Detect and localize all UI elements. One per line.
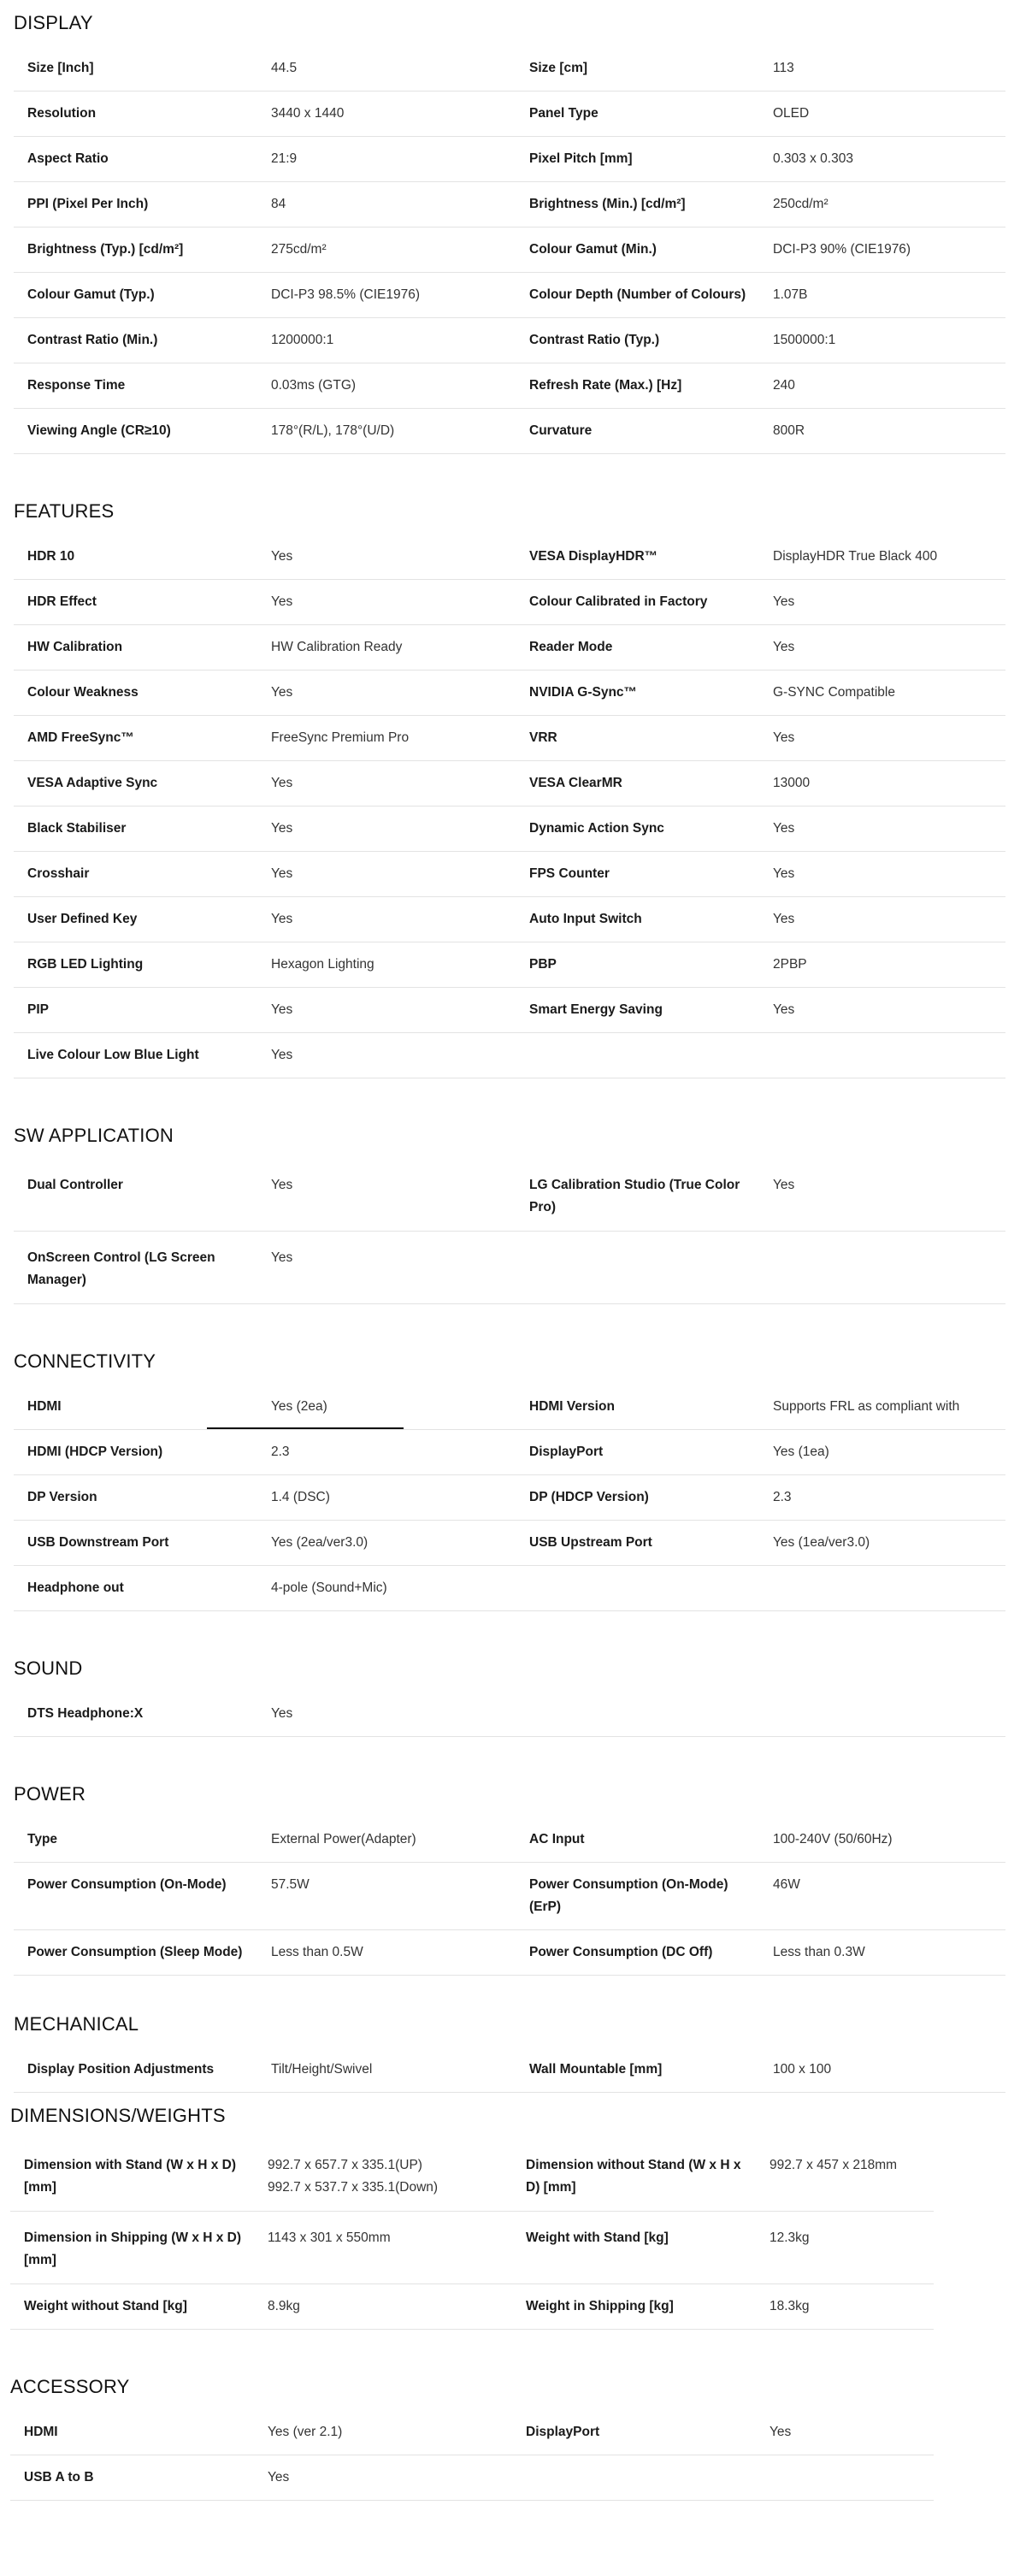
spec-row xyxy=(10,2139,934,2212)
spec-label: PBP xyxy=(529,957,557,972)
spec-row xyxy=(14,1475,1005,1521)
spec-label: Wall Mountable [mm] xyxy=(529,2062,663,2077)
spec-value: 1500000:1 xyxy=(773,333,836,347)
spec-label: Curvature xyxy=(529,423,593,438)
spec-row xyxy=(14,409,1005,454)
spec-row xyxy=(14,137,1005,182)
spec-label: Dimension with Stand (W x H x D) [mm] xyxy=(24,2158,237,2195)
spec-label: DP (HDCP Version) xyxy=(529,1490,649,1504)
spec-row xyxy=(14,806,1005,852)
spec-label: Resolution xyxy=(27,106,97,121)
spec-label: HDMI Version xyxy=(529,1399,615,1414)
spec-value: Yes (1ea/ver3.0) xyxy=(773,1535,870,1550)
spec-label: Weight with Stand [kg] xyxy=(526,2230,669,2245)
spec-label: HDMI xyxy=(24,2425,58,2439)
spec-table xyxy=(14,1692,1005,1737)
spec-label xyxy=(516,1692,759,1736)
spec-row xyxy=(14,897,1005,942)
spec-label: Power Consumption (On-Mode) xyxy=(27,1877,227,1892)
spec-value: 2.3 xyxy=(271,1445,290,1459)
spec-row xyxy=(14,1521,1005,1566)
spec-label xyxy=(516,1232,759,1303)
spec-row xyxy=(14,1385,1005,1430)
spec-label: HDMI (HDCP Version) xyxy=(27,1445,163,1459)
spec-value: 21:9 xyxy=(271,151,298,166)
spec-row xyxy=(14,1930,1005,1976)
spec-value: FreeSync Premium Pro xyxy=(271,730,410,745)
spec-row xyxy=(14,535,1005,580)
section-dimensions-weights xyxy=(0,2093,1026,2330)
spec-row xyxy=(14,318,1005,363)
spec-label: VESA Adaptive Sync xyxy=(27,776,158,790)
spec-label: USB A to B xyxy=(24,2470,94,2484)
spec-value: 0.303 x 0.303 xyxy=(773,151,853,166)
spec-label: Brightness (Min.) [cd/m²] xyxy=(529,197,686,211)
spec-row xyxy=(14,1232,1005,1304)
spec-value: 992.7 x 657.7 x 335.1(UP) 992.7 x 537.7 x 335.1(Down) xyxy=(268,2158,439,2195)
spec-label: Contrast Ratio (Min.) xyxy=(27,333,158,347)
spec-label: Brightness (Typ.) [cd/m²] xyxy=(27,242,184,257)
spec-value: 8.9kg xyxy=(268,2299,300,2313)
spec-label: Reader Mode xyxy=(529,640,613,654)
spec-value: Yes xyxy=(271,549,293,564)
spec-value: 250cd/m² xyxy=(773,197,828,211)
spec-row xyxy=(14,1692,1005,1737)
spec-value: Tilt/Height/Swivel xyxy=(271,2062,373,2077)
spec-label: USB Upstream Port xyxy=(529,1535,652,1550)
spec-label: Size [cm] xyxy=(529,61,588,75)
spec-label: VESA ClearMR xyxy=(529,776,622,790)
spec-value: 1200000:1 xyxy=(271,333,334,347)
spec-table xyxy=(14,1159,1005,1304)
spec-value: 992.7 x 457 x 218mm xyxy=(770,2158,898,2172)
spec-table xyxy=(14,2047,1005,2093)
spec-value: 44.5 xyxy=(271,61,298,75)
spec-label: HW Calibration xyxy=(27,640,123,654)
spec-value: Yes (2ea/ver3.0) xyxy=(271,1535,369,1550)
spec-label: Auto Input Switch xyxy=(529,912,642,926)
spec-row xyxy=(14,1430,1005,1475)
spec-value: 57.5W xyxy=(271,1877,310,1892)
spec-label: Crosshair xyxy=(27,866,90,881)
spec-label: PPI (Pixel Per Inch) xyxy=(27,197,149,211)
section-mechanical xyxy=(0,2001,1026,2093)
spec-label: Dynamic Action Sync xyxy=(529,821,664,836)
spec-value xyxy=(759,1033,1005,1078)
spec-value: Yes xyxy=(773,730,795,745)
spec-row xyxy=(14,1817,1005,1863)
spec-row xyxy=(14,182,1005,227)
spec-label: Power Consumption (On-Mode) (ErP) xyxy=(529,1877,728,1914)
spec-label: Weight in Shipping [kg] xyxy=(526,2299,674,2313)
spec-row xyxy=(14,1159,1005,1232)
spec-label: AMD FreeSync™ xyxy=(27,730,134,745)
spec-label: Aspect Ratio xyxy=(27,151,109,166)
section-title: DIMENSIONS/WEIGHTS xyxy=(10,2105,226,2126)
spec-value: Yes (2ea) xyxy=(271,1399,327,1414)
spec-value: Yes xyxy=(271,866,293,881)
section-connectivity xyxy=(0,1338,1026,1611)
spec-label: Power Consumption (Sleep Mode) xyxy=(27,1945,243,1959)
spec-row xyxy=(14,46,1005,92)
spec-row xyxy=(14,761,1005,806)
spec-value: 18.3kg xyxy=(770,2299,810,2313)
section-power xyxy=(0,1771,1026,1976)
spec-row xyxy=(14,942,1005,988)
spec-value: 46W xyxy=(773,1877,800,1892)
spec-label: Headphone out xyxy=(27,1580,124,1595)
spec-row xyxy=(14,1863,1005,1930)
spec-row xyxy=(14,1566,1005,1611)
spec-value: Yes xyxy=(773,866,795,881)
spec-value: 1.07B xyxy=(773,287,808,302)
spec-label: DisplayPort xyxy=(526,2425,600,2439)
spec-label: Dimension without Stand (W x H x D) [mm] xyxy=(526,2158,741,2195)
spec-value: 240 xyxy=(773,378,795,393)
spec-label: DP Version xyxy=(27,1490,97,1504)
spec-label: Viewing Angle (CR≥10) xyxy=(27,423,171,438)
spec-label: FPS Counter xyxy=(529,866,610,881)
spec-value: Yes (ver 2.1) xyxy=(268,2425,343,2439)
section-title: SW APPLICATION xyxy=(14,1125,174,1146)
spec-value: 13000 xyxy=(773,776,811,790)
spec-value: 100 x 100 xyxy=(773,2062,832,2077)
spec-value: G-SYNC Compatible xyxy=(773,685,895,700)
spec-row xyxy=(10,2410,934,2455)
spec-value xyxy=(756,2455,1002,2500)
spec-value: Yes xyxy=(271,685,293,700)
spec-label: OnScreen Control (LG Screen Manager) xyxy=(27,1250,215,1287)
spec-row xyxy=(14,363,1005,409)
spec-value: Yes xyxy=(773,1002,795,1017)
spec-value: 12.3kg xyxy=(770,2230,810,2245)
spec-label: User Defined Key xyxy=(27,912,138,926)
section-title: MECHANICAL xyxy=(14,2013,139,2035)
section-title: SOUND xyxy=(14,1657,83,1679)
spec-label: USB Downstream Port xyxy=(27,1535,169,1550)
section-sw-application xyxy=(0,1113,1026,1304)
spec-label xyxy=(516,1566,759,1610)
spec-label: Colour Calibrated in Factory xyxy=(529,594,708,609)
section-accessory xyxy=(0,2364,1026,2501)
spec-label: Response Time xyxy=(27,378,126,393)
spec-label: Smart Energy Saving xyxy=(529,1002,663,1017)
spec-label: Refresh Rate (Max.) [Hz] xyxy=(529,378,682,393)
spec-table xyxy=(10,2139,934,2330)
spec-row xyxy=(14,625,1005,671)
spec-row xyxy=(14,852,1005,897)
spec-table xyxy=(14,535,1005,1078)
spec-label: HDR 10 xyxy=(27,549,75,564)
spec-row xyxy=(14,988,1005,1033)
spec-value: Yes xyxy=(268,2470,290,2484)
spec-value: Yes xyxy=(773,640,795,654)
spec-row xyxy=(14,92,1005,137)
section-sound xyxy=(0,1645,1026,1737)
spec-label: HDR Effect xyxy=(27,594,97,609)
spec-label: Size [Inch] xyxy=(27,61,94,75)
spec-label: Type xyxy=(27,1832,58,1846)
spec-value: OLED xyxy=(773,106,810,121)
spec-value: 800R xyxy=(773,423,805,438)
spec-label: LG Calibration Studio (True Color Pro) xyxy=(529,1178,740,1214)
spec-value: 84 xyxy=(271,197,286,211)
spec-value: Yes xyxy=(773,821,795,836)
section-title: DISPLAY xyxy=(14,12,93,33)
section-display xyxy=(0,0,1026,454)
section-title: ACCESSORY xyxy=(10,2376,130,2397)
spec-label: Dimension in Shipping (W x H x D) [mm] xyxy=(24,2230,242,2267)
spec-table xyxy=(14,1385,1005,1611)
spec-table xyxy=(10,2410,934,2501)
spec-value: HW Calibration Ready xyxy=(271,640,403,654)
spec-value: Yes xyxy=(271,821,293,836)
spec-label: Colour Gamut (Min.) xyxy=(529,242,657,257)
spec-label: Contrast Ratio (Typ.) xyxy=(529,333,660,347)
spec-value: 0.03ms (GTG) xyxy=(271,378,357,393)
spec-value: DisplayHDR True Black 400 xyxy=(773,549,938,564)
spec-row xyxy=(14,2047,1005,2093)
spec-value: Yes xyxy=(271,912,293,926)
spec-label: DTS Headphone:X xyxy=(27,1706,144,1721)
section-features xyxy=(0,488,1026,1078)
spec-value: 3440 x 1440 xyxy=(271,106,345,121)
spec-label: Weight without Stand [kg] xyxy=(24,2299,187,2313)
spec-label: AC Input xyxy=(529,1832,585,1846)
spec-label xyxy=(516,1033,759,1078)
spec-value: Yes xyxy=(271,1048,293,1062)
spec-label: Display Position Adjustments xyxy=(27,2062,215,2077)
spec-value: Yes xyxy=(271,1706,293,1721)
spec-value: Less than 0.3W xyxy=(773,1945,865,1959)
spec-value: Yes xyxy=(271,776,293,790)
spec-value: Yes xyxy=(773,594,795,609)
spec-value: 275cd/m² xyxy=(271,242,327,257)
spec-value: Yes xyxy=(271,594,293,609)
spec-label: Panel Type xyxy=(529,106,598,121)
spec-value: Yes xyxy=(271,1002,293,1017)
spec-row xyxy=(10,2284,934,2330)
spec-table xyxy=(14,46,1005,454)
spec-value: 113 xyxy=(773,61,794,75)
spec-label: Power Consumption (DC Off) xyxy=(529,1945,713,1959)
spec-row xyxy=(14,1033,1005,1078)
section-title: CONNECTIVITY xyxy=(14,1350,156,1372)
spec-value: Yes xyxy=(773,912,795,926)
spec-label: Colour Depth (Number of Colours) xyxy=(529,287,746,302)
spec-value xyxy=(759,1566,1005,1610)
spec-value: Yes (1ea) xyxy=(773,1445,829,1459)
spec-value: DCI-P3 98.5% (CIE1976) xyxy=(271,287,421,302)
spec-label: Colour Gamut (Typ.) xyxy=(27,287,155,302)
spec-value: DCI-P3 90% (CIE1976) xyxy=(773,242,911,257)
spec-value: 178°(R/L), 178°(U/D) xyxy=(271,423,395,438)
spec-value: 1143 x 301 x 550mm xyxy=(268,2230,391,2245)
spec-label: VRR xyxy=(529,730,557,745)
spec-value: Yes xyxy=(271,1250,293,1265)
spec-label: DisplayPort xyxy=(529,1445,604,1459)
spec-value: Yes xyxy=(770,2425,792,2439)
spec-row xyxy=(10,2455,934,2501)
spec-row xyxy=(10,2212,934,2284)
spec-label: Pixel Pitch [mm] xyxy=(529,151,633,166)
spec-row xyxy=(14,716,1005,761)
spec-label: Dual Controller xyxy=(27,1178,123,1192)
spec-value: 100-240V (50/60Hz) xyxy=(773,1832,893,1846)
spec-value: Yes xyxy=(773,1178,795,1192)
spec-value xyxy=(759,1232,1005,1303)
spec-value: Yes xyxy=(271,1178,293,1192)
spec-value: 2PBP xyxy=(773,957,807,972)
spec-value: 2.3 xyxy=(773,1490,792,1504)
spec-value: Hexagon Lighting xyxy=(271,957,374,972)
section-title: FEATURES xyxy=(14,500,115,522)
active-tab-underline xyxy=(207,1427,404,1429)
spec-label: Colour Weakness xyxy=(27,685,139,700)
spec-label: Live Colour Low Blue Light xyxy=(27,1048,199,1062)
spec-value: Supports FRL as compliant with xyxy=(773,1399,960,1414)
spec-label: HDMI xyxy=(27,1399,62,1414)
spec-row xyxy=(14,227,1005,273)
spec-value: 1.4 (DSC) xyxy=(271,1490,330,1504)
spec-label: NVIDIA G-Sync™ xyxy=(529,685,638,700)
spec-label xyxy=(512,2455,756,2500)
spec-label: RGB LED Lighting xyxy=(27,957,144,972)
spec-label: PIP xyxy=(27,1002,49,1017)
spec-table xyxy=(14,1817,1005,1976)
spec-row xyxy=(14,580,1005,625)
section-title: POWER xyxy=(14,1783,86,1805)
spec-value xyxy=(759,1692,1005,1736)
spec-row xyxy=(14,273,1005,318)
spec-value: External Power(Adapter) xyxy=(271,1832,416,1846)
spec-label: Black Stabiliser xyxy=(27,821,127,836)
spec-value: Less than 0.5W xyxy=(271,1945,363,1959)
spec-label: VESA DisplayHDR™ xyxy=(529,549,658,564)
spec-row xyxy=(14,671,1005,716)
spec-value: 4-pole (Sound+Mic) xyxy=(271,1580,387,1595)
